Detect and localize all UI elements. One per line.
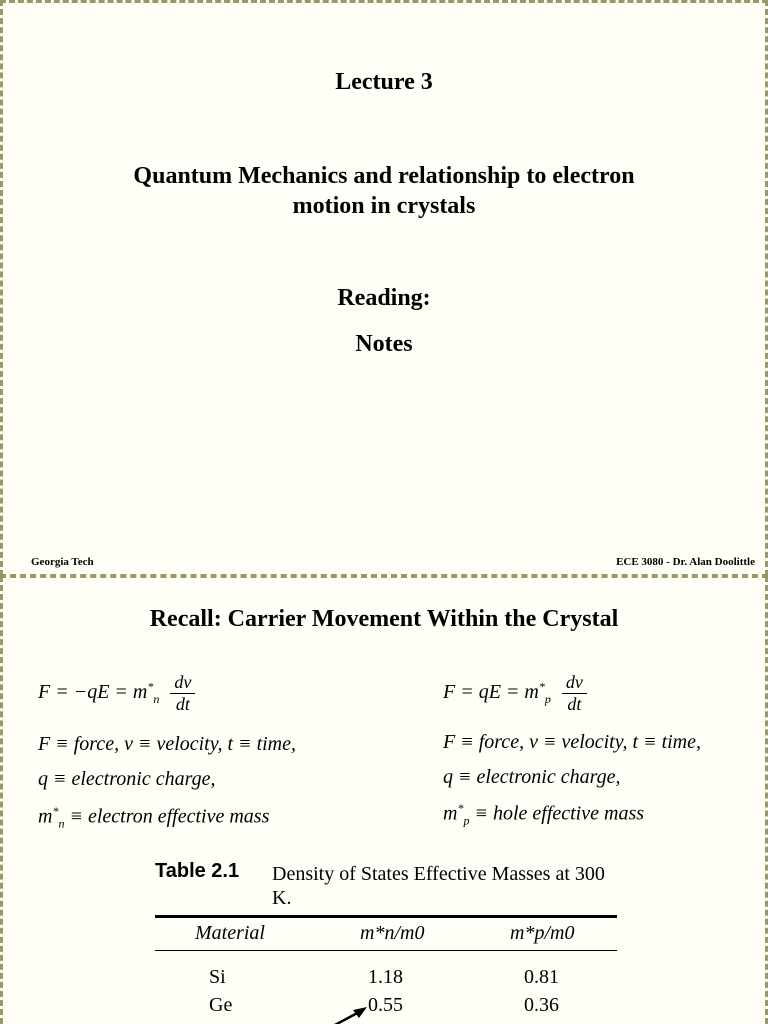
table-header-rule <box>155 950 617 951</box>
hole-def-line3: q ≡ electronic charge, <box>443 766 621 788</box>
table-header-material: Material <box>195 922 265 944</box>
table-header-mp: m*p/m0 <box>510 922 575 944</box>
electron-fraction: $\frac{dv}{dt}$ <box>170 672 195 715</box>
table-row-si-material: Si <box>209 966 226 988</box>
lecture-title-line1: Quantum Mechanics and relationship to electron <box>133 163 635 189</box>
reading-notes: Notes <box>355 331 413 357</box>
table-label: Table 2.1 <box>155 860 240 882</box>
content-slide <box>0 576 768 1024</box>
electron-def-line4: $m^*_n$ ≡ electron effective mass <box>38 804 270 831</box>
footer-right: ECE 3080 - Dr. Alan Doolittle <box>616 556 755 568</box>
lecture-title-line2: motion in crystals <box>292 193 476 219</box>
table-top-rule <box>155 915 617 918</box>
electron-def-line2: F ≡ force, v ≡ velocity, t ≡ time, <box>38 733 296 755</box>
table-caption: Density of States Effective Masses at 300 K. <box>272 863 605 909</box>
table-row-ge-mn: 0.55 <box>368 994 403 1016</box>
lecture-number: Lecture 3 <box>335 69 433 95</box>
reading-heading: Reading: <box>337 285 431 311</box>
hole-fraction: $\frac{dv}{dt}$ <box>562 672 587 715</box>
hole-def-line4: $m^*_p$ ≡ hole effective mass <box>443 801 645 828</box>
hole-def-line2: F ≡ force, v ≡ velocity, t ≡ time, <box>443 731 701 753</box>
table-row-si-mn: 1.18 <box>368 966 403 988</box>
table-header-mn: m*n/m0 <box>360 922 425 944</box>
table-row-ge-material: Ge <box>209 994 233 1016</box>
footer-left: Georgia Tech <box>31 556 94 568</box>
electron-def-line3: q ≡ electronic charge, <box>38 768 216 790</box>
table-row-ge-mp: 0.36 <box>524 994 559 1016</box>
pointer-arrow-icon <box>163 1004 373 1024</box>
slide-title: Recall: Carrier Movement Within the Crystal <box>149 606 619 632</box>
table-row-si-mp: 0.81 <box>524 966 559 988</box>
hole-force-equation: F = qE = $m^*_p$ $\frac{dv}{dt}$ <box>443 672 587 715</box>
electron-force-equation: $F = -qE = m^*_n$ $\frac{dv}{dt}$ <box>38 672 195 715</box>
